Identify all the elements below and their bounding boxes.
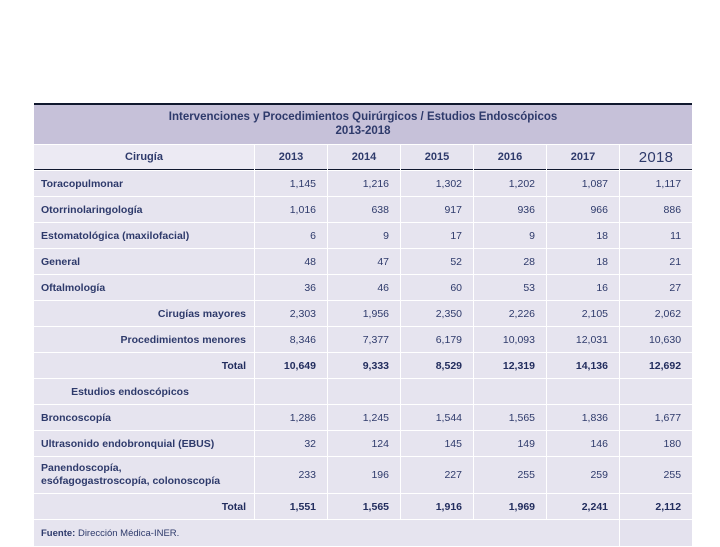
row-value: 1,551 [255,494,327,519]
row-value: 11 [620,223,692,248]
row-value: 14,136 [547,353,619,378]
row-value: 9,333 [328,353,400,378]
row-value: 886 [620,197,692,222]
source-note [34,520,619,546]
table-row [34,327,692,352]
row-value: 9 [474,223,546,248]
table-row [34,275,692,300]
row-value: 21 [620,249,692,274]
row-value: 9 [328,223,400,248]
row-label: Broncoscopía [34,405,254,430]
row-value: 46 [328,275,400,300]
row-value: 149 [474,431,546,456]
column-header-2017: 2017 [547,145,619,170]
row-value: 52 [401,249,473,274]
column-header-2013: 2013 [255,145,327,170]
source-row-filler [620,520,692,546]
row-value: 36 [255,275,327,300]
row-value: 10,649 [255,353,327,378]
row-value: 18 [547,223,619,248]
row-value: 10,093 [474,327,546,352]
column-header-2014: 2014 [328,145,400,170]
table-header-row [34,145,692,170]
row-label: Cirugías mayores [34,301,254,326]
statistics-table-container [33,102,685,547]
row-value: 1,016 [255,197,327,222]
row-value: 2,226 [474,301,546,326]
row-value: 1,202 [474,171,546,196]
table-row [34,249,692,274]
row-label-line2: esófagogastroscopía, colonoscopía [41,475,221,487]
row-value [328,379,400,404]
row-value: 28 [474,249,546,274]
row-value: 255 [474,457,546,493]
row-value: 233 [255,457,327,493]
row-value: 16 [547,275,619,300]
source-text: Dirección Médica-INER. [75,527,180,539]
row-value: 18 [547,249,619,274]
row-value: 48 [255,249,327,274]
table-row-total-endoscopy [34,494,692,519]
row-value: 2,112 [620,494,692,519]
row-value: 2,303 [255,301,327,326]
row-value: 180 [620,431,692,456]
table-source-row [34,520,692,546]
row-value [547,379,619,404]
row-label-line1: Panendoscopía, [41,462,122,474]
row-value: 145 [401,431,473,456]
row-label: Total [34,494,254,519]
row-value: 12,319 [474,353,546,378]
row-value: 2,241 [547,494,619,519]
row-label: Procedimientos menores [34,327,254,352]
row-value: 27 [620,275,692,300]
column-header-cirugia: Cirugía [34,145,254,170]
row-value: 2,105 [547,301,619,326]
row-value: 936 [474,197,546,222]
row-value: 1,677 [620,405,692,430]
row-value: 1,245 [328,405,400,430]
row-label: Toracopulmonar [34,171,254,196]
row-label: Ultrasonido endobronquial (EBUS) [34,431,254,456]
row-value: 1,117 [620,171,692,196]
interventions-procedures-table [33,102,693,547]
row-value: 2,062 [620,301,692,326]
row-value: 196 [328,457,400,493]
row-value: 917 [401,197,473,222]
row-label: Otorrinolaringología [34,197,254,222]
table-row [34,405,692,430]
table-row [34,301,692,326]
row-value: 1,916 [401,494,473,519]
row-value: 1,302 [401,171,473,196]
row-value: 17 [401,223,473,248]
row-value [474,379,546,404]
row-value: 255 [620,457,692,493]
table-row [34,223,692,248]
row-value: 12,031 [547,327,619,352]
row-value [255,379,327,404]
table-row [34,457,692,493]
row-value: 1,969 [474,494,546,519]
row-value: 8,346 [255,327,327,352]
table-row [34,171,692,196]
source-label: Fuente: [41,527,76,539]
row-value: 1,565 [474,405,546,430]
row-value: 638 [328,197,400,222]
row-label: Estomatológica (maxilofacial) [34,223,254,248]
row-value: 60 [401,275,473,300]
row-value: 1,216 [328,171,400,196]
row-value: 7,377 [328,327,400,352]
row-value: 1,836 [547,405,619,430]
row-value: 8,529 [401,353,473,378]
row-label [34,457,254,493]
table-title [34,103,692,144]
table-section-header-endoscopy [34,379,692,404]
row-value: 2,350 [401,301,473,326]
row-label: General [34,249,254,274]
row-label: Total [34,353,254,378]
row-value: 47 [328,249,400,274]
row-value: 12,692 [620,353,692,378]
row-value: 6,179 [401,327,473,352]
table-title-row [34,103,692,144]
table-title-line1: Intervenciones y Procedimientos Quirúrgicos / Estudios Endoscópicos [168,111,558,123]
row-value: 10,630 [620,327,692,352]
row-value: 966 [547,197,619,222]
row-value: 32 [255,431,327,456]
row-value: 1,956 [328,301,400,326]
row-value: 1,286 [255,405,327,430]
row-value: 124 [328,431,400,456]
row-value: 259 [547,457,619,493]
table-title-line2: 2013-2018 [335,125,391,137]
row-value: 1,087 [547,171,619,196]
row-label: Estudios endoscópicos [34,379,254,404]
row-value: 1,544 [401,405,473,430]
row-value: 1,565 [328,494,400,519]
table-row [34,431,692,456]
row-value: 53 [474,275,546,300]
row-value: 146 [547,431,619,456]
row-value: 1,145 [255,171,327,196]
table-row-total-surgeries [34,353,692,378]
column-header-2016: 2016 [474,145,546,170]
row-value [401,379,473,404]
row-value [620,379,692,404]
column-header-2015: 2015 [401,145,473,170]
row-value: 227 [401,457,473,493]
table-row [34,197,692,222]
row-value: 6 [255,223,327,248]
column-header-2018: 2018 [620,145,692,170]
row-label: Oftalmología [34,275,254,300]
